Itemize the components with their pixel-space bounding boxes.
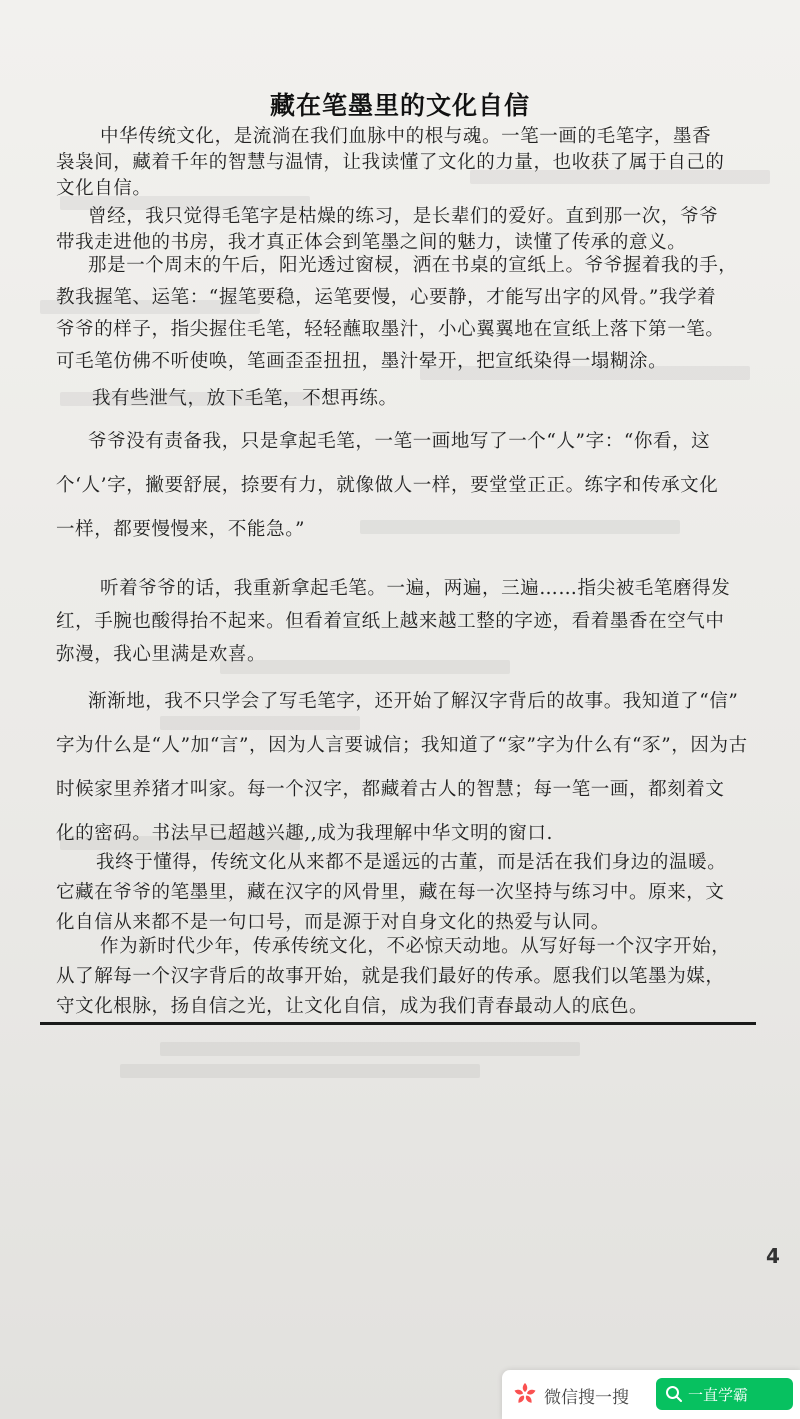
document-title: 藏在笔墨里的文化自信 (269, 91, 530, 120)
wechat-search-bar[interactable] (502, 1370, 800, 1419)
paragraph-line: 听着爷爷的话，我重新拿起毛笔。一遍，两遍，三遍……指尖被毛笔磨得发 (100, 578, 731, 599)
paragraph-line: 带我走进他的书房，我才真正体会到笔墨之间的魅力，读懂了传承的意义。 (56, 232, 687, 253)
search-query-label: 一直学霸 (688, 1386, 749, 1404)
paragraph-line: 弥漫，我心里满是欢喜。 (56, 644, 267, 665)
paragraph-line: 爷爷的样子，指尖握住毛笔，轻轻蘸取墨汁，小心翼翼地在宣纸上落下第一笔。 (56, 319, 725, 340)
paragraph-line: 从了解每一个汉字背后的故事开始，就是我们最好的传承。愿我们以笔墨为媒， (56, 966, 725, 987)
paragraph (56, 386, 754, 412)
paragraph-line: 教我握笔、运笔：“握笔要稳，运笔要慢，心要静，才能写出字的风骨。”我学着 (56, 287, 717, 308)
paragraph (56, 250, 754, 378)
paragraph-line: 中华传统文化，是流淌在我们血脉中的根与魂。一笔一画的毛笔字，墨香 (100, 126, 712, 147)
search-icon (665, 1385, 683, 1403)
search-button[interactable] (656, 1378, 793, 1410)
paragraph-line: 个‘人’字，撇要舒展，捺要有力，就像做人一样，要堂堂正正。练字和传承文化 (56, 475, 719, 496)
paragraph-line: 守文化根脉，扬自信之光，让文化自信，成为我们青春最动人的底色。 (56, 996, 649, 1017)
paragraph (56, 124, 754, 202)
wechat-search-logo-icon (512, 1381, 538, 1407)
paragraph-line: 渐渐地，我不只学会了写毛笔字，还开始了解汉字背后的故事。我知道了“信” (88, 691, 739, 712)
paragraph (56, 420, 754, 552)
paragraph-line: 化自信从来都不是一句口号，而是源于对自身文化的热爱与认同。 (56, 912, 610, 933)
paragraph-line: 它藏在爷爷的笔墨里，藏在汉字的风骨里，藏在每一次坚持与练习中。原来，文 (56, 882, 725, 903)
paragraph-line: 作为新时代少年，传承传统文化，不必惊天动地。从写好每一个汉字开始， (100, 936, 731, 957)
wechat-search-label: 微信搜一搜 (544, 1388, 629, 1408)
paragraph (56, 932, 754, 1022)
paragraph-line: 一样，都要慢慢来，不能急。” (56, 519, 306, 540)
paragraph-line: 那是一个周末的午后，阳光透过窗棂，洒在书桌的宣纸上。爷爷握着我的手， (88, 255, 738, 276)
paragraph (56, 680, 754, 856)
paragraph-line: 我终于懂得，传统文化从来都不是遥远的古董，而是活在我们身边的温暖。 (96, 852, 727, 873)
paragraph-line: 袅袅间，藏着千年的智慧与温情，让我读懂了文化的力量，也收获了属于自己的 (56, 152, 725, 173)
paragraph-line: 曾经，我只觉得毛笔字是枯燥的练习，是长辈们的爱好。直到那一次，爷爷 (88, 206, 719, 227)
paragraph-line: 字为什么是“人”加“言”，因为人言要诚信；我知道了“家”字为什么有“豕”，因为古 (56, 735, 748, 756)
paragraph (56, 848, 754, 938)
paragraph-line: 化的密码。书法早已超越兴趣,,成为我理解中华文明的窗口. (56, 823, 553, 844)
paragraph-line: 时候家里养猪才叫家。每一个汉字，都藏着古人的智慧；每一笔一画，都刻着文 (56, 779, 725, 800)
paragraph-line: 可毛笔仿佛不听使唤，笔画歪歪扭扭，墨汁晕开，把宣纸染得一塌糊涂。 (56, 351, 668, 372)
paragraph-line: 红，手腕也酸得抬不起来。但看着宣纸上越来越工整的字迹，看着墨香在空气中 (56, 611, 725, 632)
page-number: 4 (766, 1244, 780, 1268)
paragraph-line: 我有些泄气，放下毛笔，不想再练。 (92, 388, 398, 409)
paragraph-line: 文化自信。 (56, 178, 152, 199)
paragraph (56, 572, 754, 671)
paragraph (56, 204, 754, 256)
paragraph-line: 爷爷没有责备我，只是拿起毛笔，一笔一画地写了一个“人”字：“你看，这 (88, 431, 711, 452)
section-divider (40, 1022, 756, 1025)
